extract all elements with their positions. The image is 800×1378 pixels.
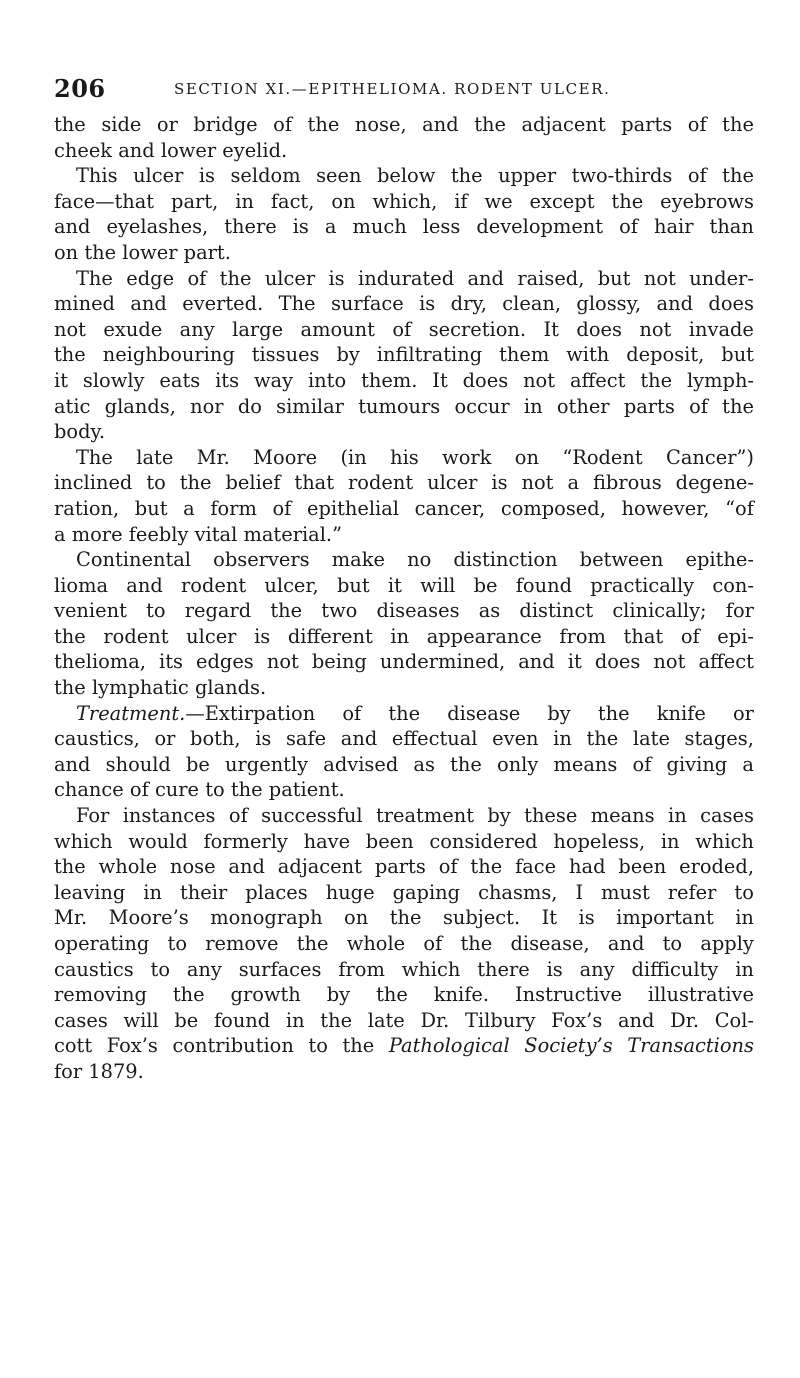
running-head: SECTION XI.—EPITHELIOMA. RODENT ULCER.: [174, 80, 611, 98]
text-line: removing the growth by the knife. Instructive illustrative: [54, 983, 754, 1007]
text-line: a more feebly vital material.”: [54, 522, 343, 546]
text-line: it slowly eats its way into them. It does not affect the lymph-: [54, 368, 754, 392]
text-line: lioma and rodent ulcer, but it will be found practically con-: [54, 573, 754, 597]
body-text: [54, 112, 754, 1085]
text-line: body.: [54, 420, 106, 444]
text-line: venient to regard the two diseases as distinct clinically; for: [54, 599, 754, 623]
text-line: For instances of successful treatment by these means in cases: [76, 804, 754, 828]
text-line: inclined to the belief that rodent ulcer is not a fibrous degene-: [54, 471, 754, 495]
page-number: 206: [54, 74, 106, 103]
text-line: mined and everted. The surface is dry, clean, glossy, and does: [54, 292, 754, 316]
text-line: Mr. Moore’s monograph on the subject. It is important in: [54, 906, 754, 930]
text-line: caustics, or both, is safe and effectual even in the late stages,: [54, 727, 754, 751]
text-line: cott Fox’s contribution to the Pathological Society’s Transactions: [54, 1034, 754, 1058]
text-line: Treatment.—Extirpation of the disease by the knife or: [76, 701, 754, 725]
text-line: not exude any large amount of secretion. It does not invade: [54, 317, 754, 341]
text-line: the whole nose and adjacent parts of the face had been eroded,: [54, 855, 754, 879]
text-line: and should be urgently advised as the only means of giving a: [54, 752, 754, 776]
text-line: the lymphatic glands.: [54, 676, 267, 700]
text-line: ration, but a form of epithelial cancer, composed, however, “of: [54, 496, 754, 520]
text-line: cheek and lower eyelid.: [54, 138, 288, 162]
text-line: and eyelashes, there is a much less development of hair than: [54, 215, 754, 239]
text-line: which would formerly have been considered hopeless, in which: [54, 829, 754, 853]
text-line: The late Mr. Moore (in his work on “Rodent Cancer”): [76, 445, 754, 469]
text-line: caustics to any surfaces from which there is any difficulty in: [54, 957, 754, 981]
text-line: for 1879.: [54, 1059, 144, 1083]
text-line: on the lower part.: [54, 240, 231, 264]
text-line: leaving in their places huge gaping chasms, I must refer to: [54, 880, 754, 904]
text-line: the rodent ulcer is different in appearance from that of epi-: [54, 624, 754, 648]
text-line: operating to remove the whole of the disease, and to apply: [54, 932, 754, 955]
text-line: the side or bridge of the nose, and the adjacent parts of the: [54, 113, 754, 136]
text-line: This ulcer is seldom seen below the upper two-thirds of the: [76, 164, 754, 188]
page-header: [54, 74, 754, 106]
text-line: face—that part, in fact, on which, if we except the eyebrows: [54, 189, 754, 213]
text-line: Continental observers make no distinction between epithe-: [76, 548, 754, 572]
text-line: cases will be found in the late Dr. Tilbury Fox’s and Dr. Col-: [54, 1008, 754, 1032]
text-line: the neighbouring tissues by infiltrating them with deposit, but: [54, 343, 754, 367]
text-line: thelioma, its edges not being undermined, and it does not affect: [54, 650, 754, 674]
text-line: chance of cure to the patient.: [54, 778, 345, 802]
text-line: The edge of the ulcer is indurated and raised, but not under-: [76, 266, 754, 290]
text-line: atic glands, nor do similar tumours occur in other parts of the: [54, 394, 754, 418]
